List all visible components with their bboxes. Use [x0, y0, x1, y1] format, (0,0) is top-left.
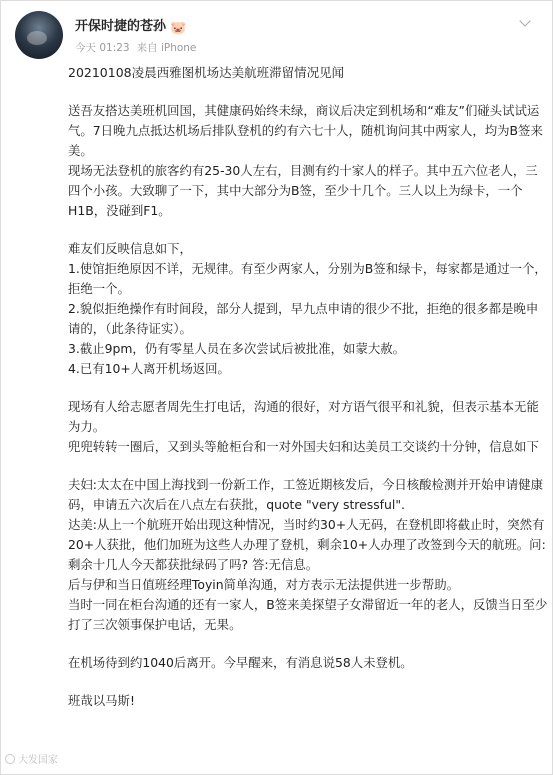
paragraph-6: 3.截止9pm，仍有零星人员在多次尝试后被批准，如蒙大赦。 [68, 341, 406, 356]
paragraph-3: 难友们反映信息如下， [68, 241, 192, 256]
paragraph-11: 达美:从上一个航班开始出现这种情况，当时约30+人无码，在登机即将截止时，突然有20+人获批，他们加班为这些人办理了登机，剩余10+人办理了改签到今天的航班。问:剩余十几人今天都获批绿码了吗? 答:无信息。 [68, 517, 546, 572]
paragraph-7: 4.已有10+人离开机场返回。 [68, 361, 230, 376]
paragraph-5: 2.貌似拒绝操作有时间段，部分人提到，早九点申请的很少不批，拒绝的很多都是晚申请的，（此条待证实）。 [68, 301, 539, 336]
paragraph-15: 班哉以马斯! [68, 693, 135, 708]
post-source[interactable]: 来自 iPhone [136, 42, 197, 54]
chevron-down-icon[interactable] [519, 15, 530, 26]
paragraph-1: 送吾友搭达美班机回国，其健康码始终未绿，商议后决定到机场和“难友”们碰头试试运气。7日晚九点抵达机场后排队登机的约有六七十人，随机询问其中两家人，均为B签来美。 [68, 103, 543, 158]
paragraph-14: 在机场待到约1040后离开。今早醒来，有消息说58人未登机。 [68, 655, 413, 670]
post-meta [75, 40, 196, 55]
paragraph-4: 1.使馆拒绝原因不详，无规律。有至少两家人，分别为B签和绿卡，每家都是通过一个，拒绝一个。 [68, 261, 547, 296]
paragraph-10: 夫妇:太太在中国上海找到一份新工作，工签近期核发后，今日核酸检测并开始申请健康码，申请五六次后在八点左右获批，quote "very stressful". [68, 477, 544, 512]
user-name: 开保时捷的苍孙 [75, 19, 167, 34]
paragraph-12: 后与伊和当日值班经理Toyin简单沟通，对方表示无法提供进一步帮助。 [68, 577, 459, 592]
post-title: 20210108凌晨西雅图机场达美航班滞留情况见闻 [68, 65, 345, 80]
watermark [5, 751, 58, 766]
paragraph-8: 现场有人给志愿者周先生打电话，沟通的很好，对方语气很平和礼貌，但表示基本无能为力。 [68, 399, 539, 434]
post-content [68, 101, 548, 711]
paragraph-13: 当时一同在柜台沟通的还有一家人，B签来美探望子女滞留近一年的老人，反馈当日至少打了三次领事保护电话，无果。 [68, 597, 548, 632]
paragraph-9: 兜兜转转一圈后，又到头等舱柜台和一对外国夫妇和达美员工交谈约十分钟，信息如下 [68, 439, 539, 454]
paragraph-2: 现场无法登机的旅客约有25-30人左右，目测有约十家人的样子。其中五六位老人，三四个小孩。大致聊了一下，其中大部分为B签，至少十几个。三人以上为绿卡，一个H1B，没碰到F1。 [68, 163, 538, 218]
post-header [15, 11, 535, 61]
post-time: 今天 01:23 [75, 42, 130, 54]
avatar[interactable] [15, 11, 63, 59]
user-name-link[interactable] [75, 15, 186, 36]
pig-emoji-icon: 🐷 [170, 21, 187, 36]
watermark-icon [5, 754, 15, 764]
watermark-text: 大发国家 [18, 755, 58, 766]
